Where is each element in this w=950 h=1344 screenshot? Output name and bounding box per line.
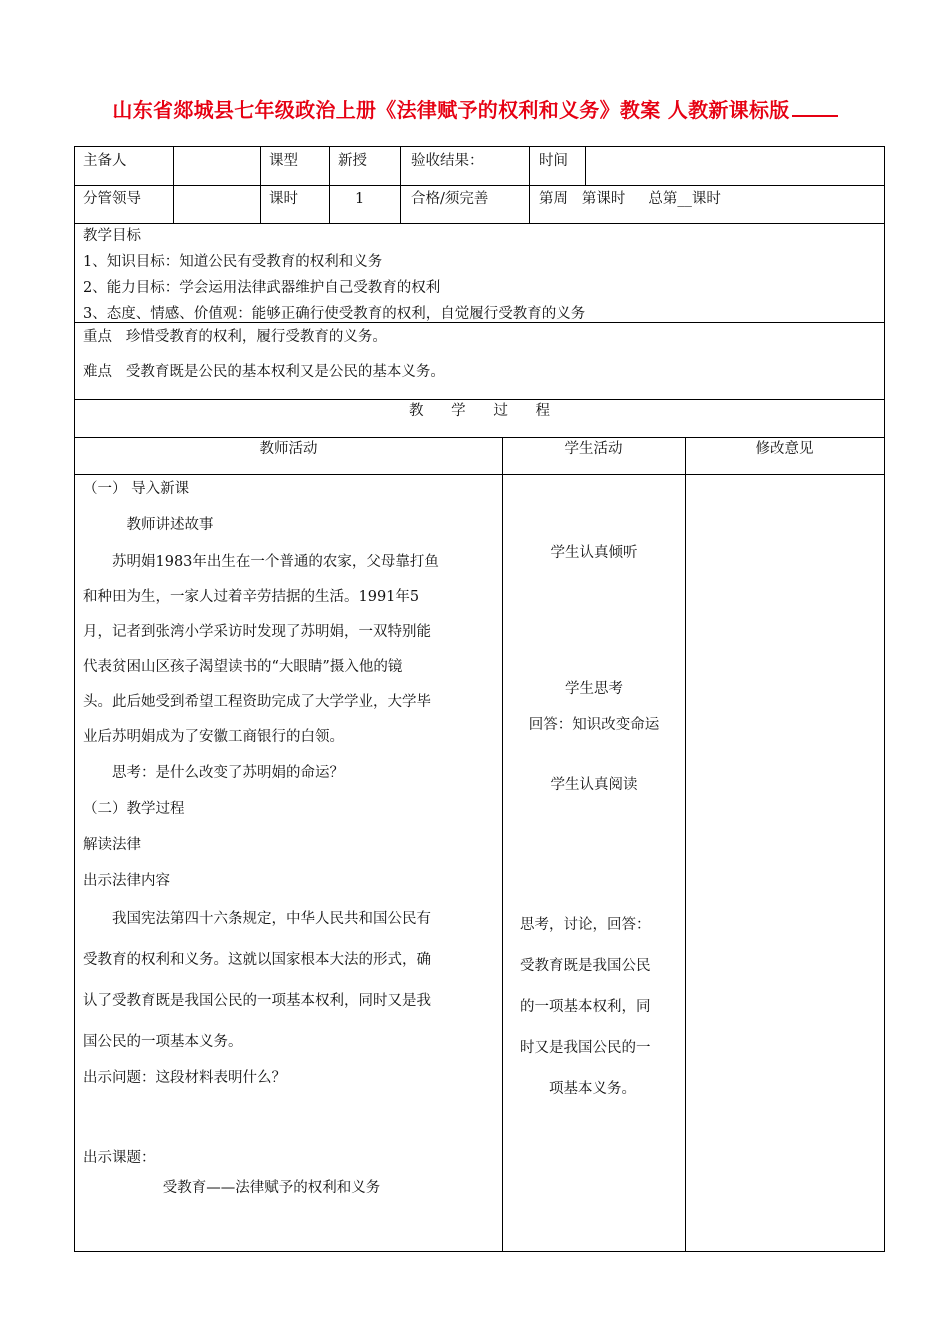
document-title: 山东省郯城县七年级政治上册《法律赋予的权利和义务》教案 人教新课标版	[0, 94, 950, 123]
goal-item: 2、能力目标：学会运用法律武器维护自己受教育的权利	[83, 280, 441, 296]
key-point: 重点 珍惜受教育的权利，履行受教育的义务。	[83, 329, 387, 345]
section-process: （二）教学过程	[83, 801, 185, 817]
student-read: 学生认真阅读	[550, 777, 638, 793]
column-header-student: 学生活动	[564, 441, 623, 457]
check-label: 验收结果：	[411, 153, 484, 169]
time-label: 时间	[539, 153, 568, 169]
student-think: 学生思考	[565, 681, 623, 697]
teaching-goals	[83, 223, 873, 327]
goals-heading: 教学目标	[83, 228, 141, 244]
story-paragraph: 苏明娟1983年出生在一个普通的农家，父母靠打鱼 和种田为生，一家人过着辛劳拮据的生活。1991年5 月，记者到张湾小学采访时发现了苏明娟，一双特别能 代表贫困山区孩子渴望读书的“大眼睛”摄入他的镜 头。此后她受到希望工程资助完成了大学学业，大学毕 业后苏明娟成为了安徽工商银行的白领。	[83, 554, 439, 745]
student-answer: 回答：知识改变命运	[528, 717, 660, 733]
column-header-revision: 修改意见	[755, 441, 814, 457]
story-title: 教师讲述故事	[126, 517, 214, 533]
schedule-text: 第周 第课时 总第__课时	[539, 191, 721, 207]
preparer-label: 主备人	[83, 153, 127, 169]
type-label: 课型	[269, 153, 298, 169]
lesson-topic: 受教育——法律赋予的权利和义务	[162, 1180, 381, 1196]
period-value: 1	[355, 191, 365, 207]
column-header-teacher: 教师活动	[259, 441, 318, 457]
student-listen: 学生认真倾听	[550, 545, 638, 561]
difficult-point: 难点 受教育既是公民的基本权利又是公民的基本义务。	[83, 364, 445, 380]
question-prompt: 出示问题：这段材料表明什么？	[83, 1070, 286, 1086]
topic-label: 出示课题：	[83, 1150, 156, 1166]
student-discuss: 思考，讨论，回答： 受教育既是我国公民 的一项基本权利，同 时又是我国公民的一 项基本义务。	[520, 917, 651, 1097]
law-paragraph: 我国宪法第四十六条规定，中华人民共和国公民有 受教育的权利和义务。这就以国家根本大法的形式，确 认了受教育既是我国公民的一项基本权利，同时又是我 国公民的一项基本义务。	[83, 911, 431, 1050]
type-value: 新授	[338, 153, 367, 169]
section-intro: （一） 导入新课	[83, 481, 190, 497]
read-law: 解读法律	[83, 837, 141, 853]
check-value: 合格/须完善	[411, 191, 489, 207]
process-title: 教 学 过 程	[409, 403, 550, 419]
leader-label: 分管领导	[83, 191, 141, 207]
think-question: 思考：是什么改变了苏明娟的命运？	[112, 765, 344, 781]
goal-item: 1、知识目标：知道公民有受教育的权利和义务	[83, 254, 383, 270]
period-label: 课时	[269, 191, 298, 207]
teacher-activity	[83, 477, 497, 1203]
show-law: 出示法律内容	[83, 873, 170, 889]
lesson-plan-table	[74, 146, 885, 1252]
goal-item: 3、态度、情感、价值观：能够正确行使受教育的权利，自觉履行受教育的义务	[83, 306, 586, 322]
